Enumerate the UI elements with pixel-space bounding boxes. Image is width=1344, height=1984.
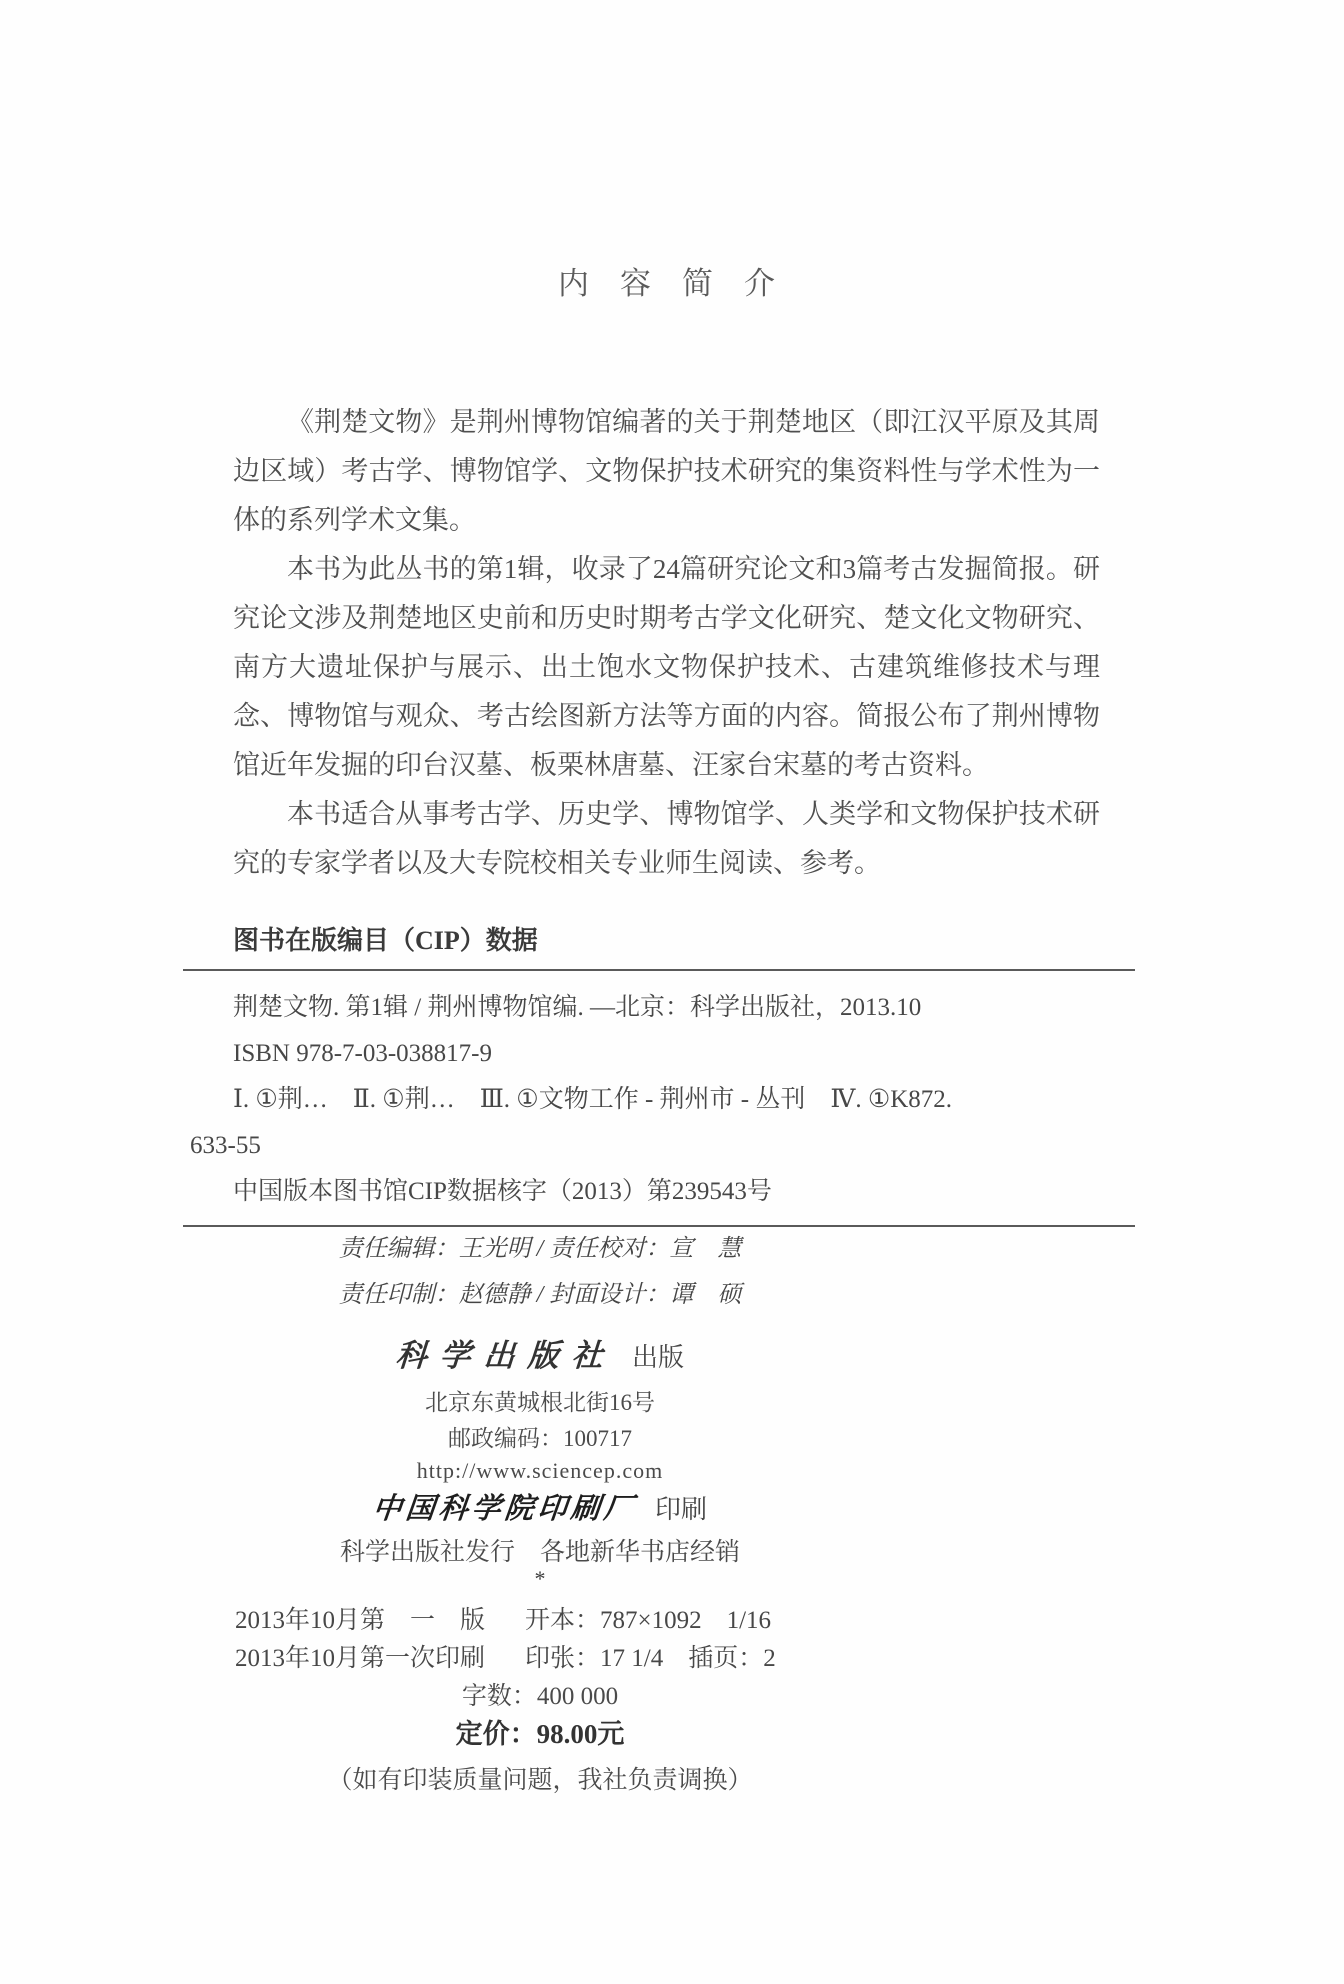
edition-date: 2013年10月第 一 版 [235,1607,486,1634]
cip-line-record-number: 中国版本图书馆CIP数据核字（2013）第239543号 [233,1178,772,1205]
cip-line-classification: Ⅰ. ①荆… Ⅱ. ①荆… Ⅲ. ①文物工作 - 荆州市 - 丛刊 Ⅳ. ①K872. [233,1086,953,1113]
price: 定价：98.00元 [455,1719,625,1749]
credits-line-editors: 责任编辑：王光明 / 责任校对：宣 慧 [338,1236,742,1262]
intro-paragraph-2: 本书为此丛书的第1辑，收录了24篇研究论文和3篇考古发掘简报。研究论文涉及荆楚地区史前和历史时期考古学文化研究、楚文化文物研究、南方大遗址保护与展示、出土饱水文物保护技术、古建筑维修技术与理念、博物馆与观众、考古绘图新方法等方面的内容。简报公布了荆州博物馆近年发掘的印台汉墓、板栗林唐墓、汪家台宋墓的考古资料。 [233,554,1100,780]
intro-paragraph-3: 本书适合从事考古学、历史学、博物馆学、人类学和文物保护技术研究的专家学者以及大专院校相关专业师生阅读、参考。 [233,799,1100,878]
postal-code: 邮政编码：100717 [448,1426,632,1451]
colophon-block [190,0,890,1984]
publisher-logotype: 科学出版社 [394,1338,617,1373]
printer-line [190,1486,890,1527]
intro-title: 内 容 简 介 [558,266,775,301]
divider-star: * [534,1566,546,1591]
distribution-line: 科学出版社发行 各地新华书店经销 [339,1539,740,1566]
credits-line-production: 责任印制：赵德静 / 封面设计：谭 硕 [338,1282,742,1308]
publisher-suffix: 出版 [631,1343,684,1372]
printer-logotype: 中国科学院印刷厂 [371,1493,639,1525]
cip-header: 图书在版编目（CIP）数据 [233,926,538,955]
intro-paragraph-1: 《荆楚文物》是荆州博物馆编著的关于荆楚地区（即江汉平原及其周边区域）考古学、博物馆学、文物保护技术研究的集资料性与学术性为一体的系列学术文集。 [233,407,1100,535]
cip-line-classification-wrap: 633-55 [190,1132,261,1159]
printing-line [190,1638,890,1674]
word-count: 字数：400 000 [461,1683,619,1710]
publisher-url: http://www.sciencep.com [416,1458,664,1483]
cip-line-isbn: ISBN 978-7-03-038817-9 [233,1040,493,1067]
publisher-line [190,1330,890,1375]
printer-suffix: 印刷 [655,1495,708,1524]
cip-line-title: 荆楚文物. 第1辑 / 荆州博物馆编. —北京：科学出版社，2013.10 [233,994,922,1021]
sheets-spec: 印张：17 1/4 插页：2 [525,1645,776,1672]
publisher-address: 北京东黄城根北街16号 [425,1390,655,1415]
quality-note: （如有印装质量问题，我社负责调换） [327,1767,753,1794]
format-spec: 开本：787×1092 1/16 [525,1607,772,1634]
printing-date: 2013年10月第一次印刷 [235,1645,486,1672]
edition-line [190,1600,890,1636]
